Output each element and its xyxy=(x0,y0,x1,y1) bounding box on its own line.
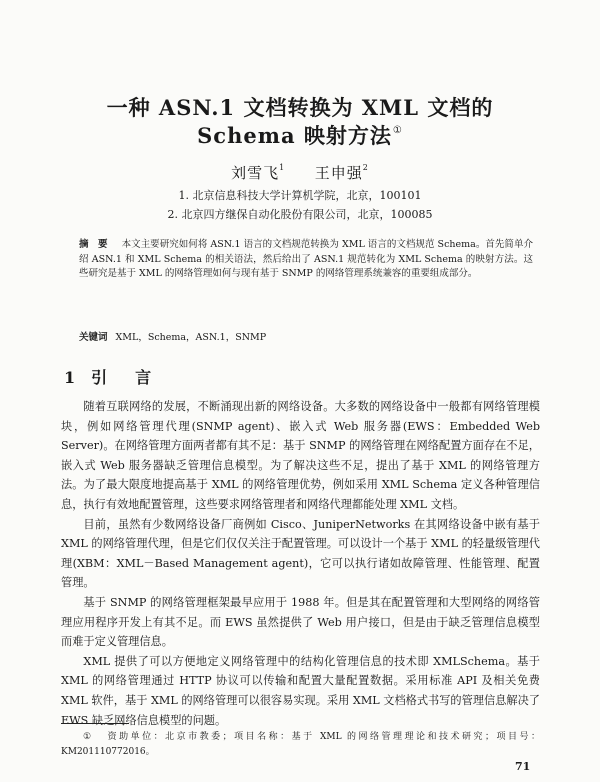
section-heading xyxy=(64,365,157,388)
body-paragraph: 随着互联网络的发展，不断涌现出新的网络设备。大多数的网络设备中一般都有网络管理模块，例如网络管理代理(SNMP agent)、嵌入式 Web 服务器(EWS：Embedded Web Server)。在网络管理方面两者都有其不足：基于 SNMP 的网络管理在网络配置方面存在不足，嵌入式 Web 服务器缺乏管理信息模型。为了解决这些不足，提出了基于 XML 的网络管理方法。为了最大限度地提高基于 XML 的网络管理优势，例如采用 XML Schema 定义各种管理信息，执行有效地配置管理，这些要求网络管理者和网络代理都能处理 XML 文档。 xyxy=(61,400,540,511)
title-footnote-mark: ① xyxy=(392,125,403,136)
author-name: 刘雪飞 xyxy=(231,164,280,182)
author-list xyxy=(0,162,600,183)
section-number: 1 xyxy=(64,368,82,387)
section-title: 引 言 xyxy=(91,368,158,387)
keywords-text: XML，Schema，ASN.1，SNMP xyxy=(115,332,267,343)
keywords-label: 关键词 xyxy=(79,332,108,343)
affiliation-2: 2. 北京四方继保自动化股份有限公司，北京，100085 xyxy=(167,208,433,221)
footnote xyxy=(61,730,540,760)
body-paragraph: 基于 SNMP 的网络管理框架最早应用于 1988 年。但是其在配置管理和大型网络的网络管理应用程序开发上有其不足。而 EWS 虽然提供了 Web 用户接口，但是由于缺乏管理信息模型而难于定义管理信息。 xyxy=(61,595,540,649)
paper-title-line2 xyxy=(0,120,600,150)
affiliation-1: 1. 北京信息科技大学计算机学院，北京，100101 xyxy=(178,189,422,202)
footnote-mark: ① xyxy=(83,732,94,742)
page-number: 71 xyxy=(515,760,531,773)
abstract-text: 本文主要研究如何将 ASN.1 语言的文档规范转换为 XML 语言的文档规范 Schema。首先简单介绍 ASN.1 和 XML Schema 的相关语法，然后给出了 ASN.1 规范转化为 XML Schema 的映射方法。这些研究是基于 XML 的网络管理如何与现有基于 SNMP 的网络管理系统兼容的重要组成部分。 xyxy=(79,239,533,279)
author-affiliation-mark: 2 xyxy=(362,163,369,172)
paper-title-line1: 一种 ASN.1 文档转换为 XML 文档的 xyxy=(106,95,494,120)
abstract xyxy=(79,238,533,282)
keywords xyxy=(79,329,533,343)
body-text xyxy=(61,397,540,730)
paper-title-line2-text: Schema 映射方法 xyxy=(197,123,392,148)
footnote-text: 资助单位：北京市教委；项目名称：基于 XML 的网络管理理论和技术研究；项目号：KM201110772016。 xyxy=(61,732,540,757)
body-paragraph: XML 提供了可以方便地定义网络管理中的结构化管理信息的技术即 XMLSchema。基于 XML 的网络管理通过 HTTP 协议可以传输和配置大量配置数据。采用标准 API 及相关免费 XML 软件，基于 XML 的网络管理可以很容易实现。采用 XML 文档格式书写的管理信息解决了 EWS 缺乏网络信息模型的问题。 xyxy=(61,654,540,727)
abstract-label: 摘 要 xyxy=(79,239,108,250)
body-paragraph: 目前，虽然有少数网络设备厂商例如 Cisco、JuniperNetworks 在其网络设备中嵌有基于 XML 的网络管理代理，但是它们仅仅关注于配置管理。可以设计一个基于 XML 的轻量级管理代理(XBM：XML－Based Management agent)，它可以执行诸如故障管理、性能管理、配置管理。 xyxy=(61,517,540,590)
author-name: 王申强 xyxy=(314,164,363,182)
footnote-divider xyxy=(61,723,129,724)
author-affiliation-mark: 1 xyxy=(279,163,286,172)
